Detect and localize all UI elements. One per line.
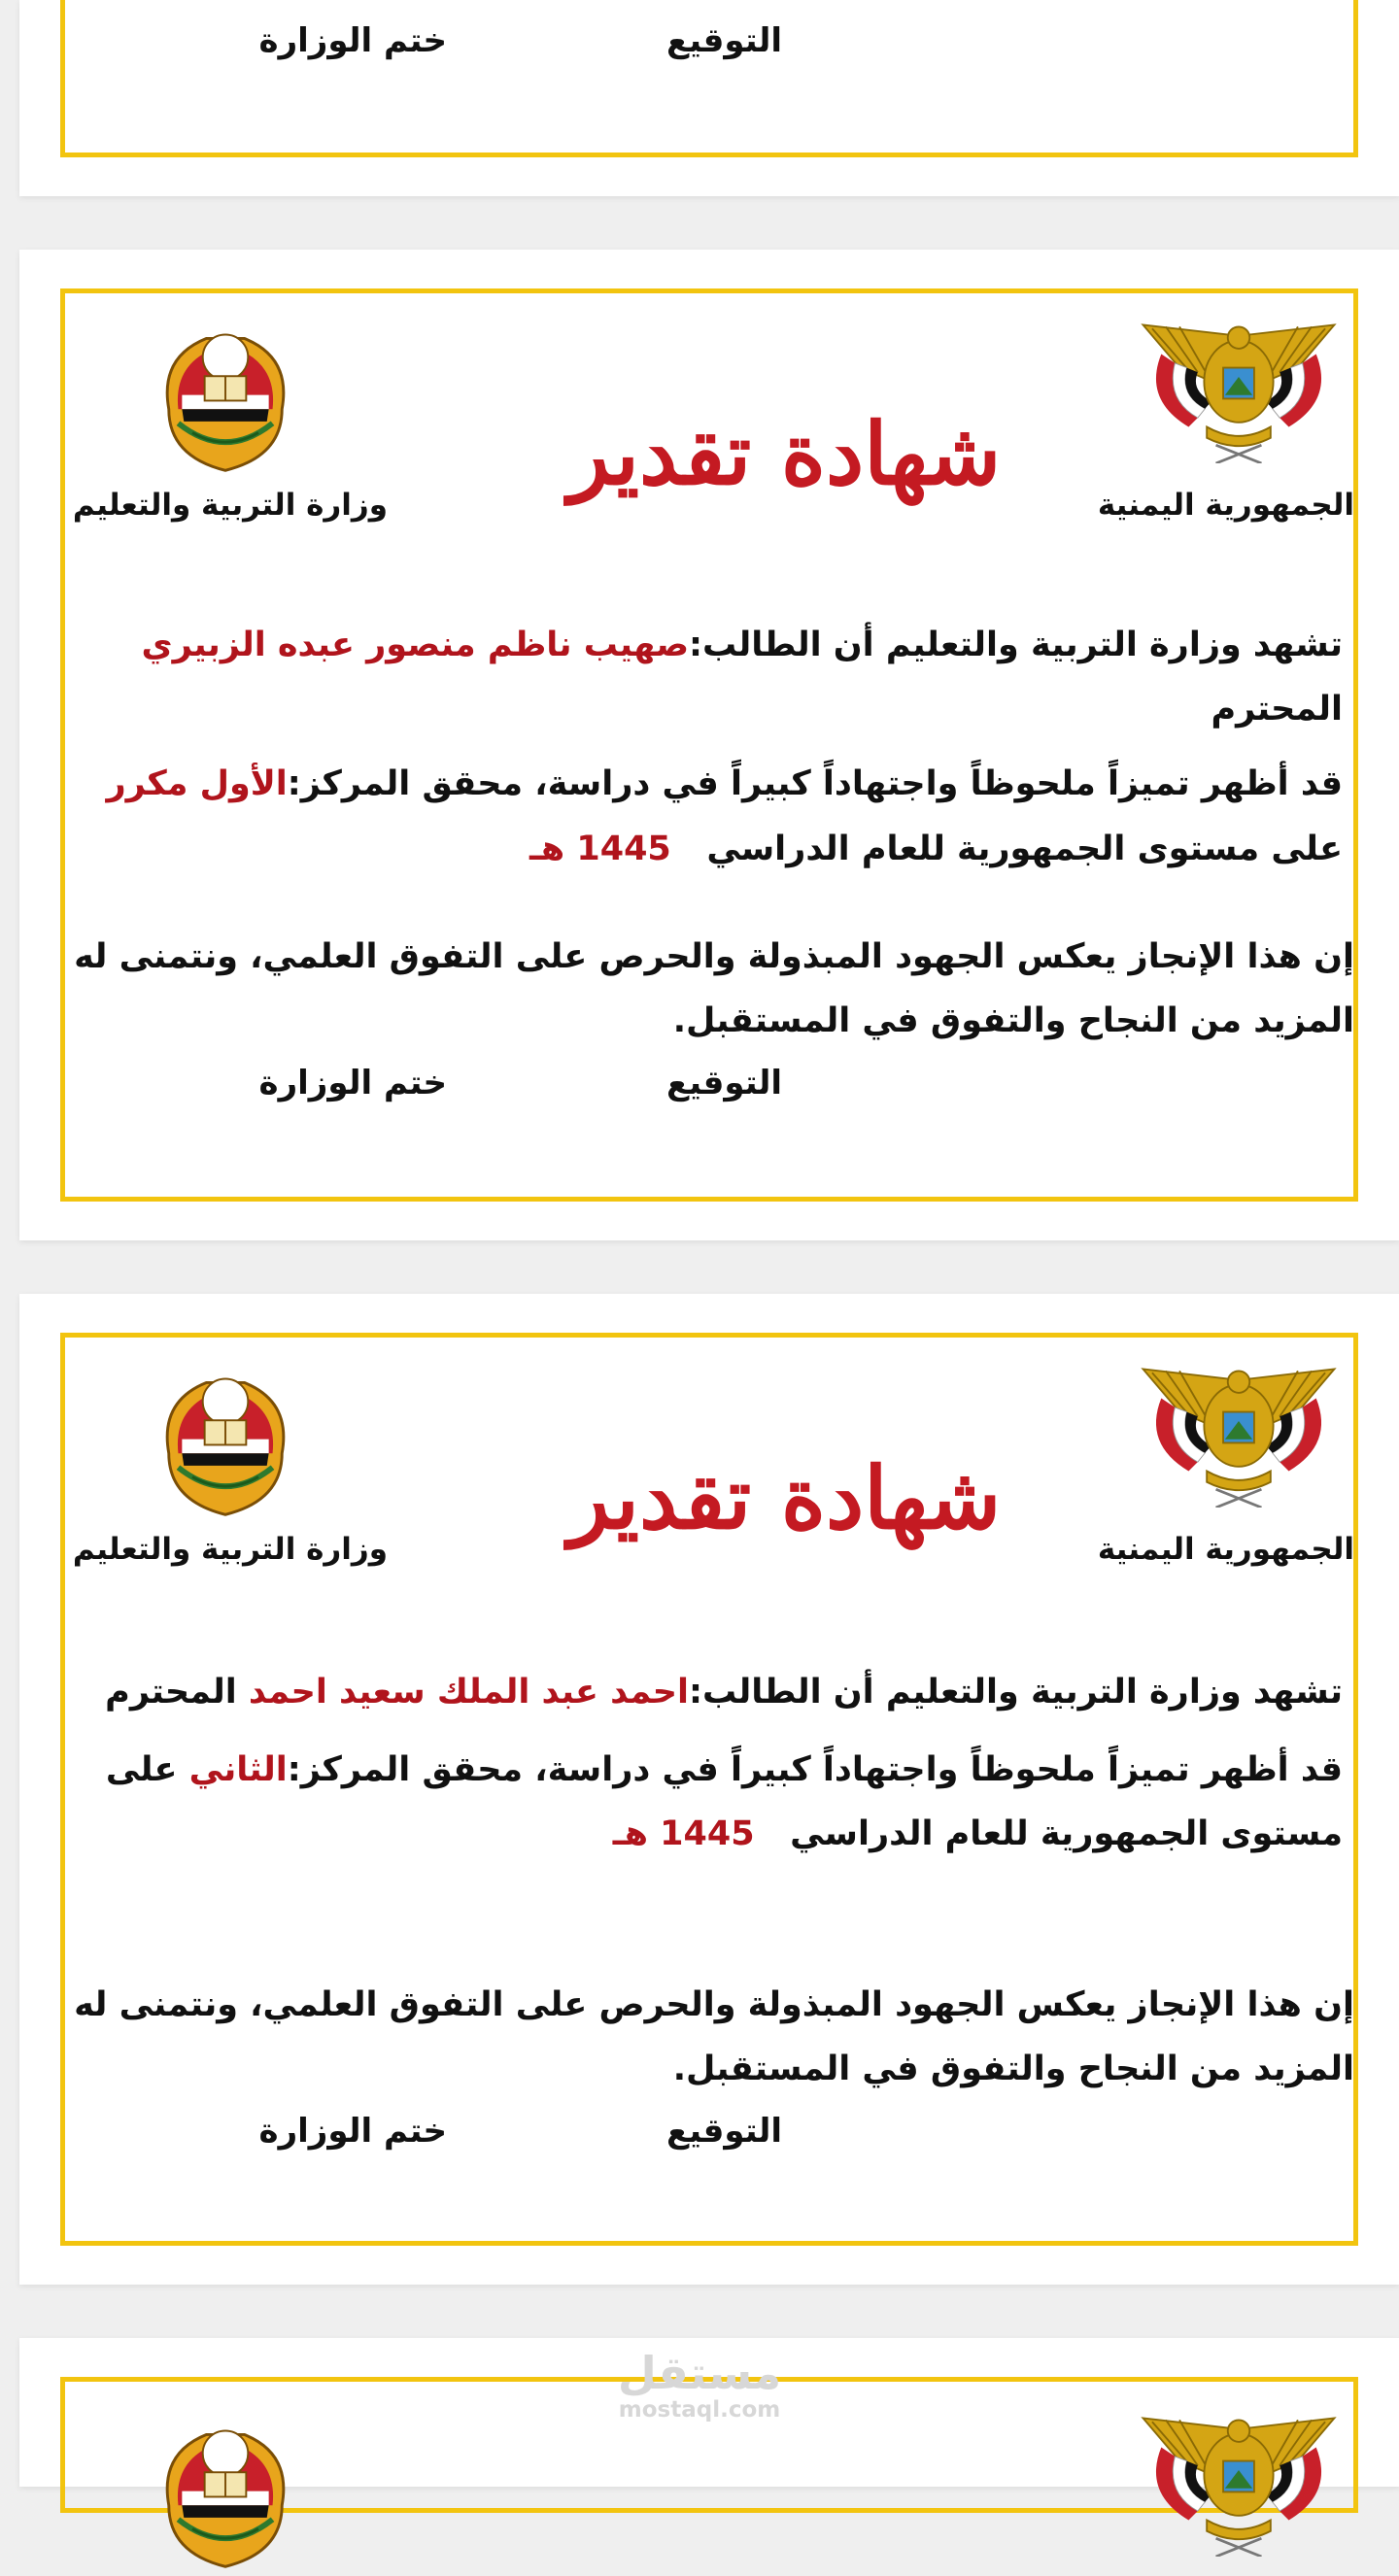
page-card-1 — [19, 250, 1399, 1240]
watermark-latin: mostaql.com — [618, 2397, 781, 2423]
line4-prefix: مستوى الجمهورية للعام الدراسي — [790, 1814, 1343, 1853]
certificate-line-3 — [106, 1750, 1343, 1789]
line3-suffix: على — [105, 1750, 178, 1789]
certificate-para-1: إن هذا الإنجاز يعكس الجهود المبذولة والحرص على التفوق العلمي، ونتمنى له — [74, 1985, 1354, 2024]
signature-label: التوقيع — [666, 2112, 782, 2151]
ministry-seal-icon — [148, 1364, 303, 1524]
rank-value: الثاني — [188, 1750, 288, 1789]
page-card-top — [19, 0, 1399, 196]
stamp-label: ختم الوزارة — [258, 21, 447, 60]
certificate-title: شهادة تقدير — [568, 1447, 1002, 1548]
yemen-emblem-icon — [1122, 1362, 1355, 1508]
certificate-line-2: المحترم — [1211, 690, 1343, 729]
line1-prefix: تشهد وزارة التربية والتعليم أن الطالب: — [689, 1673, 1343, 1712]
student-name: احمد عبد الملك سعيد احمد — [248, 1673, 690, 1712]
line3-prefix: قد أظهر تميزاً ملحوظاً واجتهاداً كبيراً في دراسة، محقق المركز: — [287, 1750, 1343, 1789]
line1-prefix: تشهد وزارة التربية والتعليم أن الطالب: — [689, 626, 1343, 664]
certificate-para-2: المزيد من النجاح والتفوق في المستقبل. — [672, 1001, 1354, 1040]
signature-label: التوقيع — [666, 1064, 782, 1102]
certificate-title: شهادة تقدير — [568, 403, 1002, 504]
certificate-line-3 — [106, 764, 1343, 803]
certificate-line-4 — [529, 830, 1343, 868]
stamp-label: ختم الوزارة — [258, 2112, 447, 2151]
watermark-arabic: مستقل — [617, 2347, 782, 2399]
republic-label: الجمهورية اليمنية — [1097, 488, 1354, 523]
stamp-label: ختم الوزارة — [258, 1064, 447, 1102]
ministry-label: وزارة التربية والتعليم — [72, 488, 388, 523]
ministry-label: وزارة التربية والتعليم — [72, 1532, 388, 1567]
line3-prefix: قد أظهر تميزاً ملحوظاً واجتهاداً كبيراً في دراسة، محقق المركز: — [287, 764, 1343, 803]
certificate-line-1 — [142, 626, 1343, 664]
republic-label: الجمهورية اليمنية — [1097, 1532, 1354, 1567]
certificate-para-2: المزيد من النجاح والتفوق في المستقبل. — [672, 2050, 1354, 2088]
year-value: 1445 هـ — [529, 830, 671, 868]
certificate-para-1: إن هذا الإنجاز يعكس الجهود المبذولة والحرص على التفوق العلمي، ونتمنى له — [74, 937, 1354, 976]
year-value: 1445 هـ — [612, 1814, 755, 1853]
certificate-line-4 — [613, 1814, 1343, 1853]
line4-prefix: على مستوى الجمهورية للعام الدراسي — [706, 830, 1343, 868]
ministry-seal-icon — [148, 320, 303, 480]
yemen-emblem-icon — [1122, 2411, 1355, 2557]
student-name: صهيب ناظم منصور عبده الزبيري — [141, 626, 690, 664]
page-card-2 — [19, 1294, 1399, 2285]
ministry-seal-icon — [148, 2416, 303, 2576]
signature-label: التوقيع — [666, 21, 782, 60]
line1-suffix: المحترم — [105, 1673, 237, 1712]
yemen-emblem-icon — [1122, 318, 1355, 463]
rank-value: الأول مكرر — [106, 764, 288, 803]
certificate-line-1 — [105, 1673, 1343, 1712]
mostaql-watermark — [593, 2349, 806, 2423]
